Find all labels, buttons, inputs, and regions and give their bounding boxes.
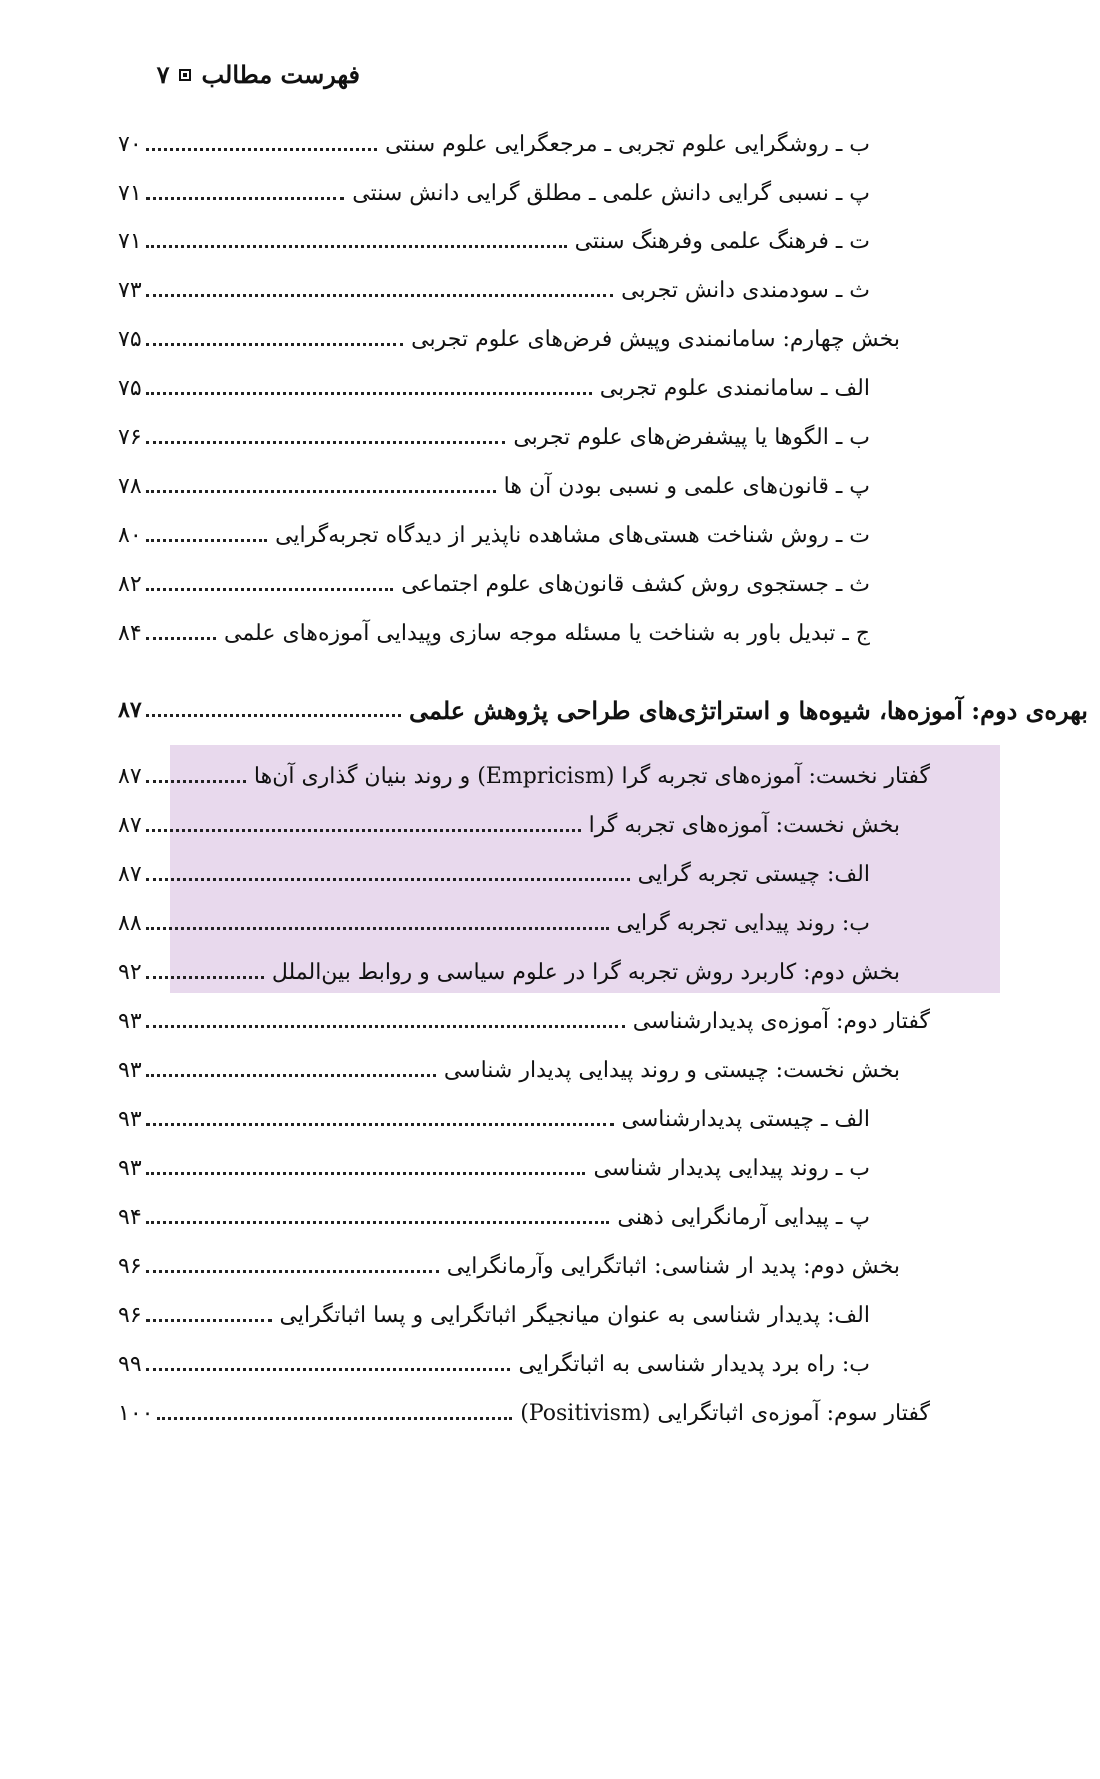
toc-entry-page: ۱۰۰	[118, 1400, 154, 1426]
toc-entry-title: بخش دوم: پدید ار شناسی: اثباتگرایی وآرمانگرایی	[446, 1253, 900, 1279]
dot-leader	[146, 1319, 272, 1322]
dot-leader	[146, 637, 216, 640]
toc-entry-page: ۹۳	[118, 1008, 142, 1034]
dot-leader	[146, 1074, 436, 1077]
square-bullet-icon	[179, 69, 191, 81]
toc-entry[interactable]	[118, 1393, 930, 1433]
dot-leader	[146, 780, 246, 783]
toc-entry[interactable]	[118, 221, 870, 261]
toc-entry[interactable]	[118, 952, 900, 992]
dot-leader	[146, 197, 345, 200]
toc-entry-title: بخش نخست: چیستی و روند پیدایی پدیدار شناسی	[443, 1057, 900, 1083]
page-header	[128, 60, 360, 89]
dot-leader	[146, 1025, 625, 1028]
dot-leader	[157, 1417, 512, 1420]
toc-entry-page: ۹۲	[118, 959, 142, 985]
toc-entry-page: ۷۱	[118, 180, 142, 206]
dot-leader	[146, 343, 404, 346]
dot-leader	[146, 392, 592, 395]
toc-entry[interactable]	[118, 368, 870, 408]
toc-entry[interactable]	[118, 1001, 930, 1041]
dot-leader	[146, 1270, 439, 1273]
toc-entry-title: ث ـ جستجوی روش کشف قانون‌های علوم اجتماعی	[401, 571, 870, 597]
header-page-number: ۷	[156, 60, 170, 89]
toc-entry-title: پ ـ قانون‌های علمی و نسبی بودن آن ها	[503, 473, 870, 499]
toc-entry[interactable]	[118, 1246, 900, 1286]
toc-entry[interactable]	[118, 613, 870, 653]
dot-leader	[146, 829, 581, 832]
toc-entry[interactable]	[118, 1148, 870, 1188]
toc-entry-page: ۷۵	[118, 375, 142, 401]
dot-leader	[146, 588, 394, 591]
toc-entry-page: ۸۷	[118, 697, 142, 723]
toc-entry[interactable]	[118, 1344, 870, 1384]
toc-entry[interactable]	[118, 173, 870, 213]
toc-entry-title: ب ـ روند پیدایی پدیدار شناسی	[593, 1155, 870, 1181]
toc-entry-title: بهره‌ی دوم: آموزه‌ها، شیوه‌ها و استراتژی‌های طراحی پژوهش علمی	[408, 695, 1088, 725]
toc-entry[interactable]	[118, 854, 870, 894]
toc-entry-title: ب: راه برد پدیدار شناسی به اثباتگرایی	[518, 1351, 870, 1377]
toc-entry-title: الف ـ سامانمندی علوم تجربی	[599, 375, 870, 401]
toc-entry-page: ۸۷	[118, 763, 142, 789]
toc-entry-page: ۷۰	[118, 131, 142, 157]
toc-entry-title: گفتار سوم: آموزه‌ی اثباتگرایی (Positivism)	[520, 1400, 930, 1426]
toc-entry-page: ۸۸	[118, 910, 142, 936]
toc-entry-title: ب ـ الگوها یا پیشفرض‌های علوم تجربی	[513, 424, 870, 450]
toc-entry-title: گفتار نخست: آموزه‌های تجربه گرا (Empricism) و روند بنیان گذاری آن‌ها	[253, 763, 930, 789]
toc-entry[interactable]	[118, 1050, 900, 1090]
toc-entry-page: ۸۲	[118, 571, 142, 597]
dot-leader	[146, 245, 567, 248]
toc-entry-page: ۸۴	[118, 620, 142, 646]
toc-entry-page: ۷۵	[118, 326, 142, 352]
toc-part-heading[interactable]	[118, 690, 1088, 730]
toc-entry-page: ۷۶	[118, 424, 142, 450]
toc-entry-title: الف: چیستی تجربه گرایی	[637, 861, 870, 887]
toc-entry-page: ۹۹	[118, 1351, 142, 1377]
toc-entry-page: ۸۰	[118, 522, 142, 548]
dot-leader	[146, 1172, 586, 1175]
header-title: فهرست مطالب	[201, 60, 360, 89]
toc-entry[interactable]	[118, 270, 870, 310]
toc-entry-page: ۹۳	[118, 1155, 142, 1181]
toc-entry-title: ت ـ فرهنگ علمی وفرهنگ سنتی	[574, 228, 870, 254]
toc-entry[interactable]	[118, 1099, 870, 1139]
toc-entry[interactable]	[118, 319, 900, 359]
toc-entry[interactable]	[118, 417, 870, 457]
toc-entry-title: پ ـ پیدایی آرمانگرایی ذهنی	[617, 1204, 870, 1230]
toc-entry-title: گفتار دوم: آموزه‌ی پدیدارشناسی	[632, 1008, 930, 1034]
toc-entry[interactable]	[118, 1197, 870, 1237]
toc-entry-page: ۸۷	[118, 861, 142, 887]
dot-leader	[146, 539, 267, 542]
toc-entry-title: ث ـ سودمندی دانش تجربی	[621, 277, 870, 303]
dot-leader	[146, 1123, 614, 1126]
dot-leader	[146, 714, 401, 717]
dot-leader	[146, 927, 609, 930]
toc-entry[interactable]	[118, 903, 870, 943]
toc-entry[interactable]	[118, 564, 870, 604]
toc-entry-page: ۷۳	[118, 277, 142, 303]
dot-leader	[146, 1221, 610, 1224]
toc-entry-page: ۹۴	[118, 1204, 142, 1230]
dot-leader	[146, 148, 378, 151]
dot-leader	[146, 294, 613, 297]
toc-entry-title: ت ـ روش شناخت هستی‌های مشاهده ناپذیر از دیدگاه تجربه‌گرایی	[275, 522, 870, 548]
dot-leader	[146, 878, 630, 881]
toc-entry-title: الف: پدیدار شناسی به عنوان میانجیگر اثباتگرایی و پسا اثباتگرایی	[279, 1302, 870, 1328]
toc-entry[interactable]	[118, 515, 870, 555]
toc-entry-title: پ ـ نسبی گرایی دانش علمی ـ مطلق گرایی دانش سنتی	[352, 180, 870, 206]
toc-entry[interactable]	[118, 805, 900, 845]
toc-entry-page: ۷۸	[118, 473, 142, 499]
dot-leader	[146, 490, 496, 493]
toc-entry-title: بخش دوم: کاربرد روش تجربه گرا در علوم سیاسی و روابط بین‌الملل	[271, 959, 900, 985]
toc-entry-page: ۹۶	[118, 1302, 142, 1328]
toc-entry-title: بخش نخست: آموزه‌های تجربه گرا	[588, 812, 900, 838]
toc-entry-page: ۸۷	[118, 812, 142, 838]
toc-entry-title: ج ـ تبدیل باور به شناخت یا مسئله موجه سازی وپیدایی آموزه‌های علمی	[223, 620, 870, 646]
toc-entry[interactable]	[118, 756, 930, 796]
toc-entry-title: بخش چهارم: سامانمندی وپیش فرض‌های علوم تجربی	[411, 326, 900, 352]
toc-entry-title: ب ـ روشگرایی علوم تجربی ـ مرجعگرایی علوم سنتی	[385, 131, 870, 157]
toc-entry-page: ۹۳	[118, 1057, 142, 1083]
toc-entry-page: ۹۶	[118, 1253, 142, 1279]
toc-entry[interactable]	[118, 1295, 870, 1335]
toc-entry-page: ۹۳	[118, 1106, 142, 1132]
toc-entry-page: ۷۱	[118, 228, 142, 254]
dot-leader	[146, 441, 506, 444]
toc-entry-title: ب: روند پیدایی تجربه گرایی	[616, 910, 870, 936]
toc-entry[interactable]	[118, 124, 870, 164]
toc-entry-title: الف ـ چیستی پدیدارشناسی	[621, 1106, 870, 1132]
dot-leader	[146, 1368, 511, 1371]
toc-entry[interactable]	[118, 466, 870, 506]
dot-leader	[146, 976, 264, 979]
